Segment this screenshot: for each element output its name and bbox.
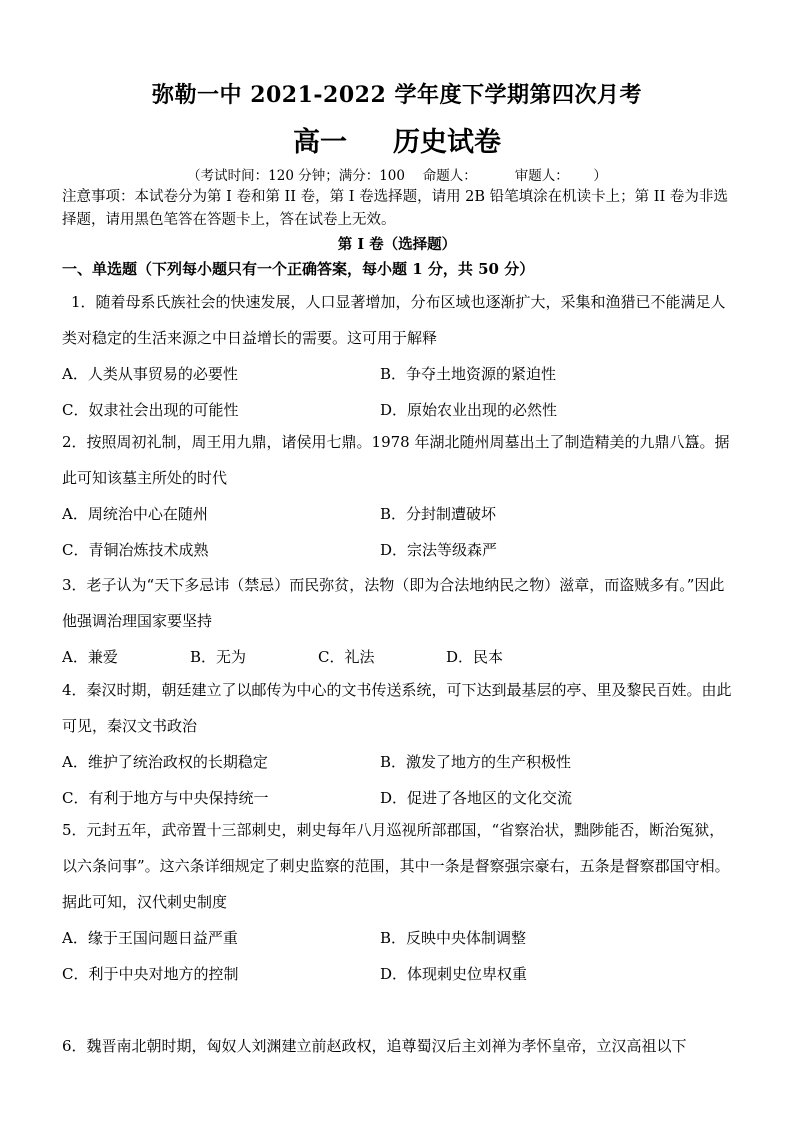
option-a: A．缘于王国问题日益严重	[62, 929, 238, 947]
question-6	[62, 1028, 734, 1068]
question-5	[62, 812, 734, 992]
question-stem: 6．魏晋南北朝时期，匈奴人刘渊建立前赵政权，追尊蜀汉后主刘禅为孝怀皇帝，立汉高祖以下	[62, 1037, 687, 1055]
question-2	[62, 424, 734, 568]
option-d: D．原始农业出现的必然性	[380, 401, 558, 419]
question-options	[62, 744, 734, 816]
subject-label: 历史试卷	[393, 127, 501, 158]
exam-subject	[0, 120, 794, 159]
option-c: C．有利于地方与中央保持统一	[62, 789, 269, 807]
option-c: C．青铜冶炼技术成熟	[62, 541, 209, 559]
question-stem: 4．秦汉时期，朝廷建立了以邮传为中心的文书传送系统，可下达到最基层的亭、里及黎民百姓。由此可见，秦汉文书政治	[62, 681, 732, 735]
exam-notice: 注意事项：本试卷分为第 I 卷和第 II 卷，第 I 卷选择题，请用 2B 铅笔填涂在机读卡上；第 II 卷为非选择题，请用黑色笔答在答题卡上，答在试卷上无效。	[62, 189, 728, 228]
question-options	[62, 496, 734, 568]
option-a: A．周统治中心在随州	[62, 505, 208, 523]
option-d: D．宗法等级森严	[380, 541, 498, 559]
grade-label: 高一	[293, 127, 347, 158]
question-3	[62, 567, 734, 675]
option-a: A．人类从事贸易的必要性	[62, 365, 238, 383]
option-b: B．分封制遭破坏	[380, 505, 497, 523]
question-options	[62, 639, 734, 675]
option-c: C．奴隶社会出现的可能性	[62, 401, 239, 419]
question-options	[62, 920, 734, 992]
option-c: C．利于中央对地方的控制	[62, 965, 239, 983]
option-b: B．激发了地方的生产积极性	[380, 753, 572, 771]
option-c: C．礼法	[318, 648, 375, 666]
question-1	[62, 284, 734, 428]
option-d: D．民本	[446, 648, 504, 666]
part-heading: 一、单选题（下列每小题只有一个正确答案，每小题 1 分，共 50 分）	[62, 260, 535, 278]
question-stem: 3．老子认为“天下多忌讳（禁忌）而民弥贫，法物（即为合法地纳民之物）滋章，而盗贼多有。”因此他强调治理国家要坚持	[62, 576, 725, 630]
question-4	[62, 672, 734, 816]
option-b: B．无为	[190, 648, 247, 666]
option-a: A．兼爱	[62, 648, 118, 666]
option-b: B．反映中央体制调整	[380, 929, 527, 947]
question-options	[62, 356, 734, 428]
option-a: A．维护了统治政权的长期稳定	[62, 753, 268, 771]
exam-title: 弥勒一中 2021-2022 学年度下学期第四次月考	[152, 82, 642, 108]
question-stem: 1．随着母系氏族社会的快速发展，人口显著增加，分布区域也逐渐扩大，采集和渔猎已不能满足人类对稳定的生活来源之中日益增长的需要。这可用于解释	[62, 293, 726, 347]
exam-meta: （考试时间：120 分钟；满分：100 命题人： 审题人： ）	[187, 168, 607, 184]
question-stem: 5．元封五年，武帝置十三部刺史，刺史每年八月巡视所部郡国，“省察治状，黜陟能否，断治冤狱，以六条问事”。这六条详细规定了刺史监察的范围，其中一条是督察强宗豪右，五条是督察郡国守相。据此可知，汉代刺史制度	[62, 821, 730, 911]
question-stem: 2．按照周初礼制，周王用九鼎，诸侯用七鼎。1978 年湖北随州周墓出土了制造精美的九鼎八簋。据此可知该墓主所处的时代	[62, 433, 730, 487]
option-b: B．争夺土地资源的紧迫性	[380, 365, 557, 383]
option-d: D．促进了各地区的文化交流	[380, 789, 573, 807]
section-title: 第 I 卷（选择题）	[337, 236, 457, 253]
option-d: D．体现刺史位卑权重	[380, 965, 528, 983]
